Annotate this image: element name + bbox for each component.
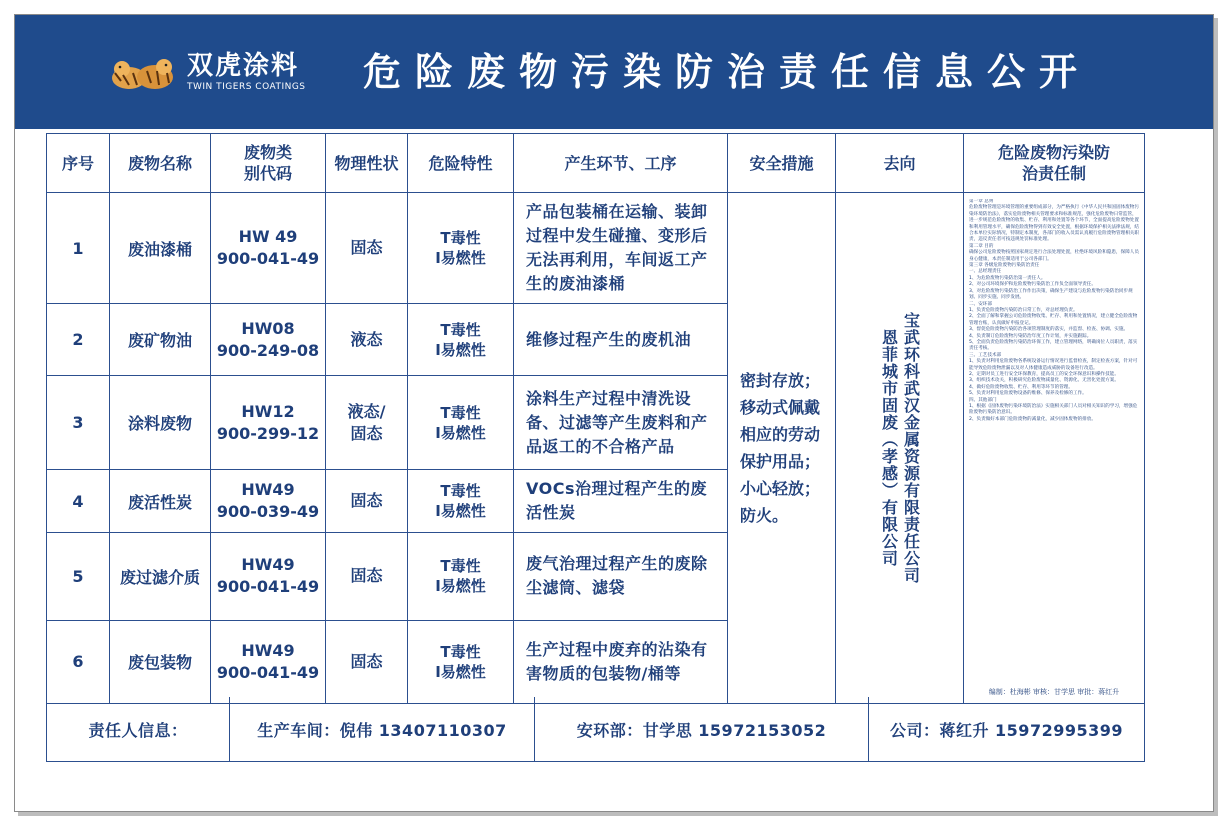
row-seq: 5: [47, 532, 110, 620]
destination-company-1: 宝武环科武汉金属资源有限责任公司: [901, 312, 921, 584]
row-code-number: 900-299-12: [216, 423, 320, 443]
row-hazard-flammable: I易燃性: [435, 423, 486, 442]
row-state: 液态: [326, 304, 408, 376]
row-code: [211, 304, 326, 376]
header-banner: [15, 15, 1213, 129]
footer-workshop-contact: 生产车间：倪伟 13407110307: [230, 697, 535, 762]
header-hazard: 危险特性: [408, 134, 514, 193]
row-code-number: 900-041-49: [216, 662, 320, 682]
destination-columns: [836, 312, 963, 584]
row-code: [211, 470, 326, 533]
row-seq: 2: [47, 304, 110, 376]
header-process: 产生环节、工序: [514, 134, 728, 193]
row-state: 固态: [326, 193, 408, 304]
row-hazard: [408, 193, 514, 304]
row-code: [211, 376, 326, 470]
header-rules-text: 危险废物污染防治责任制: [997, 143, 1110, 183]
header-state: 物理性状: [326, 134, 408, 193]
destination-company-2: 恩菲城市固废（孝感）有限公司: [879, 329, 899, 567]
row-code-class: HW49: [241, 640, 295, 660]
row-hazard-toxic: T毒性: [440, 482, 481, 501]
row-process: VOCs治理过程产生的废活性炭: [514, 470, 728, 533]
row-code-class: HW49: [241, 555, 295, 575]
row-code: [211, 193, 326, 304]
row-code-class: HW 49: [238, 227, 298, 247]
row-hazard: [408, 376, 514, 470]
row-code: [211, 620, 326, 703]
header-rules: [964, 134, 1145, 193]
row-code-class: HW08: [241, 318, 295, 338]
row-hazard-flammable: I易燃性: [435, 340, 486, 359]
row-code-number: 900-249-08: [216, 340, 320, 360]
row-seq: 3: [47, 376, 110, 470]
row-code: [211, 532, 326, 620]
row-waste-name: 废活性炭: [110, 470, 211, 533]
header-name: 废物名称: [110, 134, 211, 193]
brand-logo: [109, 51, 319, 97]
row-hazard-flammable: I易燃性: [435, 502, 486, 521]
hazardous-waste-table: [46, 133, 1145, 704]
footer-label: 责任人信息：: [47, 697, 230, 762]
footer-safety-dept-contact: 安环部：甘学思 15972153052: [535, 697, 869, 762]
page-title: 危险废物污染防治责任信息公开: [363, 49, 1092, 94]
row-waste-name: 废矿物油: [110, 304, 211, 376]
table-header-row: [47, 134, 1145, 193]
row-state-text: 液态/固态: [347, 401, 386, 443]
row-code-number: 900-039-49: [216, 502, 320, 522]
header-dest: 去向: [836, 134, 964, 193]
twin-tigers-icon: [109, 51, 177, 93]
safety-measures: 密封存放；移动式佩戴相应的劳动保护用品；小心轻放；防火。: [728, 193, 836, 704]
row-code-class: HW12: [241, 401, 295, 421]
responsibility-rules: [964, 193, 1145, 704]
row-seq: 1: [47, 193, 110, 304]
row-hazard-toxic: T毒性: [440, 557, 481, 576]
row-hazard: [408, 304, 514, 376]
rules-body: 第一章 总则 危险废物管理是环境管理的重要组成部分，为严格执行《中华人民共和国固体废物污染环境防治法》，落实危险废物相关管理要求和标准规范，强化危险废物日常监管，进一步规范危险废物的收集、贮存、利用和处置等各个环节，全面提高危险废物处置和利用管理水平，确保危险废物得到有效安全处置，根据环境保护相关法律法规，结合本单位实际情况，特制定本制度，各部门的收入员需认真履行危险废物管理相关职责，违反责任者可按违规处罚标准处理。 第二章 目的 确保公司危险废物按照国家规定进行合法处理处置，杜绝环境风险和隐患，保障人员身心健康，本责任制适用于公司各部门。 第三章 各级危险废物污染防治责任 一、总经理责任 1、为危险废物污染防治第一责任人。 2、对公司环境保护和危险废物污染防治工作负全面领导责任。 3、对危险废物污染防治工作作出决策，确保生产建设与危险废物污染防治同步规划、同步实施、同步发展。 二、安环部 1、负责危险废物污染防治日常工作，对总经理负责。 2、全面了解和掌握公司危险废物收集、贮存、利用和处置情况，建立健全危险废物管理台账，认真做好申报登记。 3、督促危险废物污染防治各项管理制度的落实，并监督、检查、协调、实施。 4、负责制订危险废物污染防治年度工作计划，并实施跟踪。 5、全面负责危险废物污染防治环保工作，建立管理网络，明确岗位人员职责，落实责任考核。 三、工艺技术部 1、负责对利用危险废物各系统设备运行情况进行监督检查，制定检查方案，针对可能导致危险废物泄漏以及对人体健康造成威胁的设备进行改造。 2、定期对员工进行安全环保教育，提高员工的安全环保意识和操作技能。 3、组织技术攻关，积极研究危险废物减量化、资源化、无害化处置方案。 4、做好危险废物收集、贮存、利用等环节的管理。 5、负责对利用危险废物设备的维修、保养及检修的工作。 四、其他部门 1、根据《固体废物污染环境防治法》实施相关部门人员对相关知识的学习，增强危险废物污染防治意识。 2、负责做好本部门危险废物的减量化，减少固体废物的排放。: [969, 199, 1139, 422]
row-code-number: 900-041-49: [216, 249, 320, 269]
row-process: 生产过程中废弃的沾染有害物质的包装物/桶等: [514, 620, 728, 703]
row-process: 维修过程产生的废机油: [514, 304, 728, 376]
row-hazard-toxic: T毒性: [440, 642, 481, 661]
row-waste-name: 废过滤介质: [110, 532, 211, 620]
row-hazard-toxic: T毒性: [440, 229, 481, 248]
row-process: 涂料生产过程中清洗设备、过滤等产生废料和产品返工的不合格产品: [514, 376, 728, 470]
row-state: [326, 376, 408, 470]
row-hazard-flammable: I易燃性: [435, 249, 486, 268]
row-waste-name: 废包装物: [110, 620, 211, 703]
responsible-person-table: [46, 697, 1145, 762]
table-row: [47, 193, 1145, 304]
row-waste-name: 废油漆桶: [110, 193, 211, 304]
row-hazard-toxic: T毒性: [440, 403, 481, 422]
brand-name-cn: 双虎涂料: [187, 51, 300, 81]
row-seq: 4: [47, 470, 110, 533]
row-code-number: 900-041-49: [216, 577, 320, 597]
row-hazard-toxic: T毒性: [440, 320, 481, 339]
row-code-class: HW49: [241, 480, 295, 500]
row-state: 固态: [326, 620, 408, 703]
row-state: 固态: [326, 532, 408, 620]
row-hazard: [408, 532, 514, 620]
destination: [836, 193, 964, 704]
header-safety: 安全措施: [728, 134, 836, 193]
row-hazard: [408, 620, 514, 703]
row-waste-name: 涂料废物: [110, 376, 211, 470]
header-code-text: 废物类别代码: [243, 143, 292, 183]
row-hazard-flammable: I易燃性: [435, 577, 486, 596]
row-process: 废气治理过程产生的废除尘滤筒、滤袋: [514, 532, 728, 620]
row-hazard-flammable: I易燃性: [435, 662, 486, 681]
rules-signature: 编制：杜海彬 审核：甘学思 审批：蒋红升: [988, 688, 1120, 696]
row-seq: 6: [47, 620, 110, 703]
row-process: 产品包装桶在运输、装卸过程中发生碰撞、变形后无法再利用，车间返工产生的废油漆桶: [514, 193, 728, 304]
footer-company-contact: 公司：蒋红升 15972995399: [869, 697, 1145, 762]
brand-name-en: TWIN TIGERS COATINGS: [187, 82, 306, 92]
footer-row: [47, 697, 1145, 762]
header-seq: 序号: [47, 134, 110, 193]
row-hazard: [408, 470, 514, 533]
header-code: [211, 134, 326, 193]
row-state: 固态: [326, 470, 408, 533]
